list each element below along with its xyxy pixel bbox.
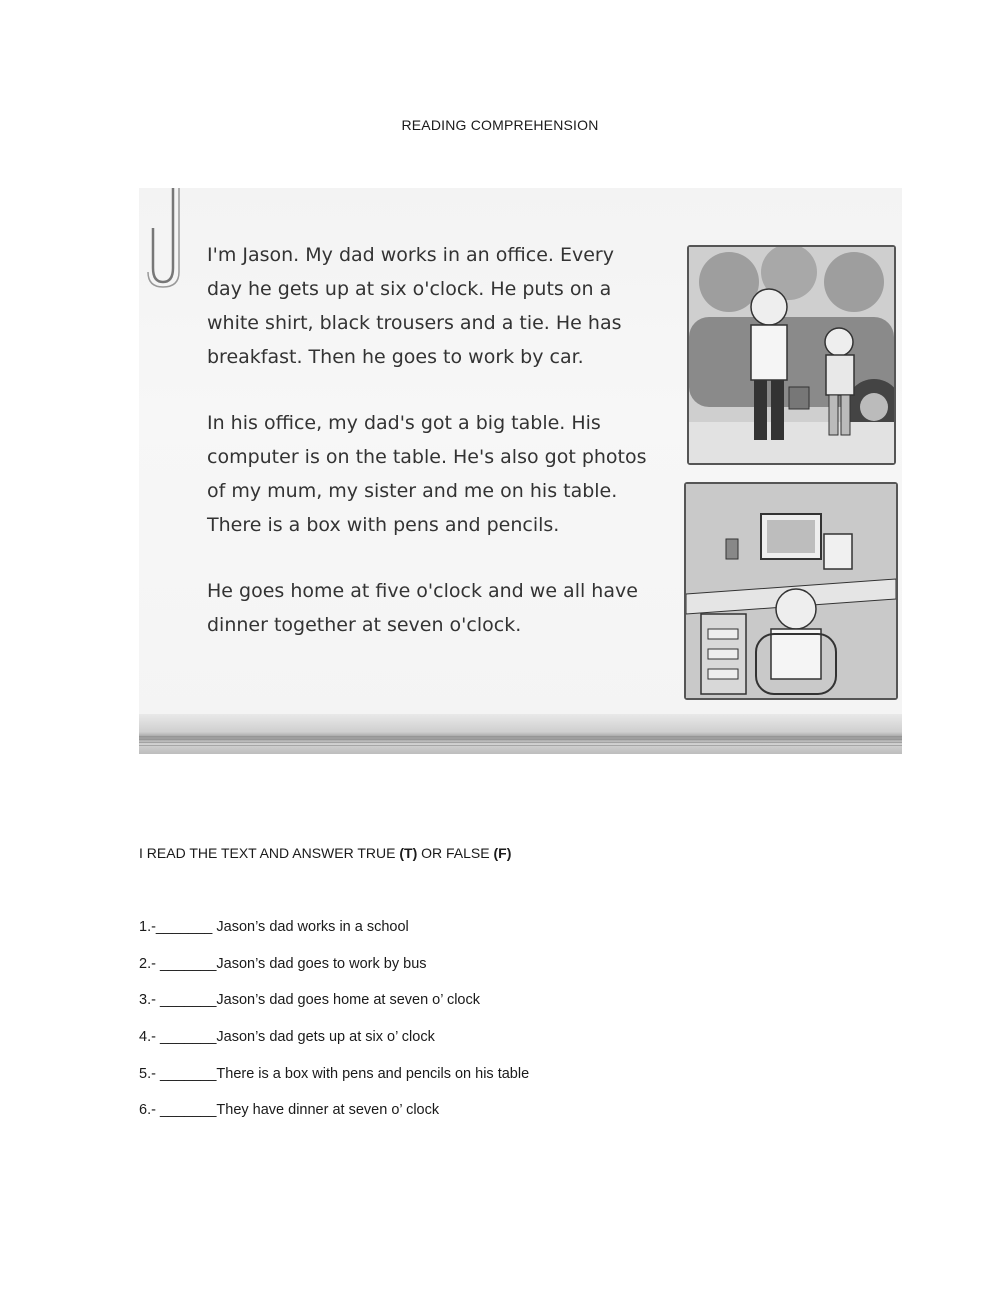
story-paragraph-3: He goes home at five o'clock and we all have dinner together at seven o'clock. — [207, 580, 638, 636]
scan-edge-lines — [139, 736, 902, 748]
story-text — [207, 238, 677, 674]
instruction-text: I READ THE TEXT AND ANSWER TRUE — [139, 845, 400, 861]
question-list — [139, 917, 529, 1137]
question-4: 4.- _______Jason’s dad gets up at six o’ clock — [139, 1029, 435, 1046]
scanned-reading-passage — [139, 188, 902, 754]
office-desk-illustration-icon — [686, 484, 896, 698]
true-marker: (T) — [399, 845, 418, 861]
question-5: 5.- _______There is a box with pens and pencils on his table — [139, 1065, 530, 1082]
false-marker: (F) — [493, 845, 512, 861]
page-title: READING COMPREHENSION — [401, 117, 599, 133]
scan-edge — [139, 714, 902, 754]
question-3: 3.- _______Jason’s dad goes home at seven o’ clock — [139, 992, 480, 1009]
dad-and-son-illustration-icon — [689, 247, 894, 463]
instructions — [139, 845, 511, 861]
illustration-dad-and-jason-by-car — [687, 245, 896, 465]
story-paragraph-1: I'm Jason. My dad works in an office. Every day he gets up at six o'clock. He puts on a white shirt, black trousers and a tie. He has breakfast. Then he goes to work by car. — [207, 244, 622, 368]
question-2: 2.- _______Jason’s dad goes to work by bus — [139, 955, 427, 972]
question-1: 1.-_______ Jason’s dad works in a school — [139, 919, 409, 935]
question-6: 6.- _______They have dinner at seven o’ clock — [139, 1102, 440, 1119]
illustration-dad-in-office — [684, 482, 898, 700]
instruction-text-middle: OR FALSE — [417, 845, 494, 861]
paperclip-icon — [145, 188, 185, 288]
story-paragraph-2: In his office, my dad's got a big table. His computer is on the table. He's also got photos of my mum, my sister and me on his table. There is a box with pens and pencils. — [207, 412, 647, 536]
